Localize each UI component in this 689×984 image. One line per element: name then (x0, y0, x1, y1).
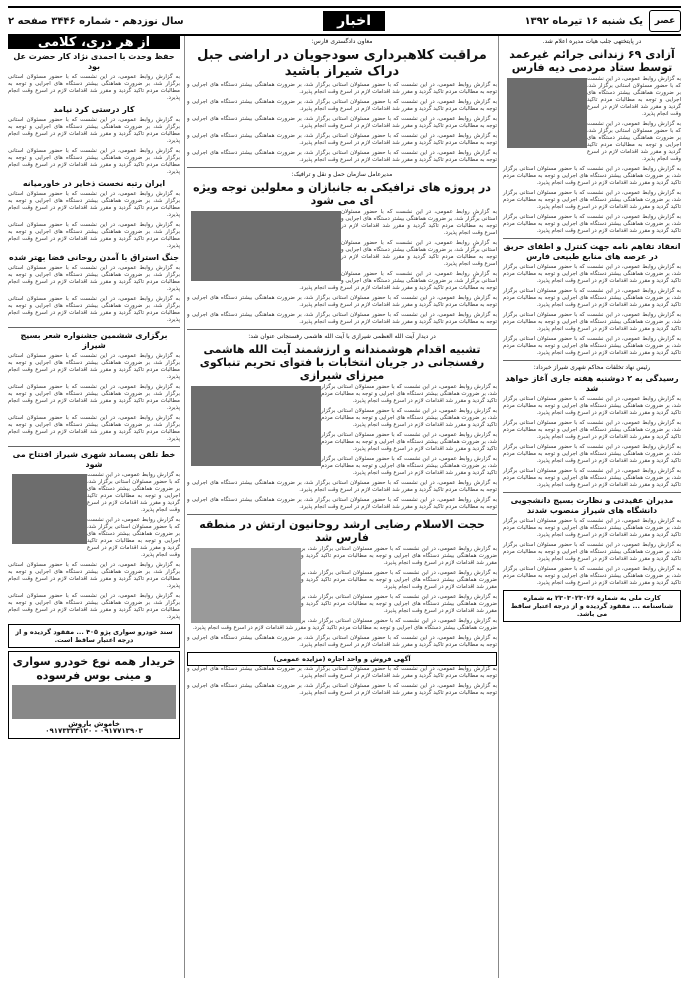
kicker: در پایتختهی جلب هیات مدیره اعلام شد. (542, 38, 642, 45)
meeting-photo (191, 211, 341, 281)
article-body: به گزارش روابط عمومی، در این نشست که با حضور مسئولان استانی برگزار شد، بر ضرورت هماهنگی بیشتر دستگاه های اجرایی و توجه به مطالبات مردم تاکید گردید و مقرر شد اقدامات لازم در اسرع وقت انجام پذیرد. (8, 384, 180, 411)
article-body: به گزارش روابط عمومی، در این نشست که با حضور مسئولان استانی برگزار شد، بر ضرورت هماهنگی بیشتر دستگاه های اجرایی و توجه به مطالبات مردم تاکید گردید و مقرر شد اقدامات لازم در اسرع وقت انجام پذیرد. (587, 121, 681, 162)
portrait-photo (12, 474, 87, 544)
article-body: به گزارش روابط عمومی، در این نشست که با حضور مسئولان استانی برگزار شد، بر ضرورت هماهنگی بیشتر دستگاه های اجرایی و توجه به مطالبات مردم تاکید گردید و مقرر شد اقدامات لازم در اسرع وقت انجام پذیرد. (503, 542, 681, 562)
military-photo (191, 548, 301, 623)
article-body: به گزارش روابط عمومی، در این نشست که با حضور مسئولان استانی برگزار شد، بر ضرورت هماهنگی بیشتر دستگاه های اجرایی و توجه به مطالبات مردم تاکید گردید و مقرر شد اقدامات لازم در اسرع وقت انجام پذیرد. (8, 593, 180, 620)
header-right (524, 10, 681, 32)
article-body: به گزارش روابط عمومی، در این نشست که با حضور مسئولان استانی برگزار شد، بر ضرورت هماهنگی بیشتر دستگاه های اجرایی و توجه به مطالبات مردم تاکید گردید و مقرر شد اقدامات لازم در اسرع وقت انجام پذیرد. (503, 166, 681, 186)
headline: انعقاد تفاهم نامه جهت کنترل و اطفای حریق در عرصه های منابع طبیعی فارس (503, 242, 681, 261)
article-body: به گزارش روابط عمومی، در این نشست که با حضور مسئولان استانی برگزار شد، بر ضرورت هماهنگی بیشتر دستگاه های اجرایی و توجه به مطالبات مردم تاکید گردید و مقرر شد اقدامات لازم در اسرع وقت انجام پذیرد. (187, 683, 497, 696)
article-body: به گزارش روابط عمومی، در این نشست که با حضور مسئولان استانی برگزار شد، بر ضرورت هماهنگی بیشتر دستگاه های اجرایی و توجه به مطالبات مردم تاکید گردید و مقرر شد اقدامات لازم در اسرع وقت انجام پذیرد. (8, 74, 180, 101)
article-body: به گزارش روابط عمومی، در این نشست که با حضور مسئولان استانی برگزار شد، بر ضرورت هماهنگی بیشتر دستگاه های اجرایی و توجه به مطالبات مردم تاکید گردید و مقرر شد اقدامات لازم در اسرع وقت انجام پذیرد. (187, 116, 497, 129)
divider (187, 329, 497, 330)
article-body: به گزارش روابط عمومی، در این نشست که با حضور مسئولان استانی برگزار شد، بر ضرورت هماهنگی بیشتر دستگاه های اجرایی و توجه به مطالبات مردم تاکید گردید و مقرر شد اقدامات لازم در اسرع وقت انجام پذیرد. (503, 312, 681, 332)
article-body: به گزارش روابط عمومی، در این نشست که با حضور مسئولان استانی برگزار شد، بر ضرورت هماهنگی بیشتر دستگاه های اجرایی و توجه به مطالبات مردم تاکید گردید و مقرر شد اقدامات لازم در اسرع وقت انجام پذیرد. (187, 99, 497, 112)
article-body: به گزارش روابط عمومی، در این نشست که با حضور مسئولان استانی برگزار شد، بر ضرورت هماهنگی بیشتر دستگاه های اجرایی و توجه به مطالبات مردم تاکید گردید و مقرر شد اقدامات لازم در اسرع وقت انجام پذیرد. (301, 594, 497, 614)
article-body: به گزارش روابط عمومی، در این نشست که با حضور مسئولان استانی برگزار شد، بر ضرورت هماهنگی بیشتر دستگاه های اجرایی و توجه به مطالبات مردم تاکید گردید و مقرر شد اقدامات لازم در اسرع وقت انجام پذیرد. (503, 336, 681, 356)
article-body: به گزارش روابط عمومی، در این نشست که با حضور مسئولان استانی برگزار شد، بر ضرورت هماهنگی بیشتر دستگاه های اجرایی و توجه به مطالبات مردم تاکید گردید و مقرر شد اقدامات لازم در اسرع وقت انجام پذیرد. (187, 497, 497, 510)
left-column (8, 36, 185, 978)
kicker: معاون دادگستری فارس: (311, 38, 373, 45)
divider (503, 492, 681, 493)
article-body: به گزارش روابط عمومی، در این نشست که با حضور مسئولان استانی برگزار شد، بر ضرورت هماهنگی بیشتر دستگاه های اجرایی و توجه به مطالبات مردم تاکید گردید و مقرر شد اقدامات لازم در اسرع وقت انجام پذیرد. (187, 295, 497, 308)
article-body: به گزارش روابط عمومی، در این نشست که با حضور مسئولان استانی برگزار شد، بر ضرورت هماهنگی بیشتر دستگاه های اجرایی و توجه به مطالبات مردم تاکید گردید و مقرر شد اقدامات لازم در اسرع وقت انجام پذیرد. (321, 408, 497, 428)
article-body: به گزارش روابط عمومی، در این نشست که با حضور مسئولان استانی برگزار شد، بر ضرورت هماهنگی بیشتر دستگاه های اجرایی و توجه به مطالبات مردم تاکید گردید و مقرر شد اقدامات لازم در اسرع وقت انجام پذیرد. (503, 420, 681, 440)
article-body: به گزارش روابط عمومی، در این نشست که با حضور مسئولان استانی برگزار شد، بر ضرورت هماهنگی بیشتر دستگاه های اجرایی و توجه به مطالبات مردم تاکید گردید و مقرر شد اقدامات لازم در اسرع وقت انجام پذیرد. (341, 209, 497, 236)
article-body: به گزارش روابط عمومی، در این نشست که با حضور مسئولان استانی برگزار شد، بر ضرورت هماهنگی بیشتر دستگاه های اجرایی و توجه به مطالبات مردم تاکید گردید و مقرر شد اقدامات لازم در اسرع وقت انجام پذیرد. (8, 415, 180, 442)
page-header (8, 6, 681, 36)
article-body: به گزارش روابط عمومی، در این نشست که با حضور مسئولان استانی برگزار شد، بر ضرورت هماهنگی بیشتر دستگاه های اجرایی و توجه به مطالبات مردم تاکید گردید و مقرر شد اقدامات لازم در اسرع وقت انجام پذیرد. (8, 296, 180, 323)
headline: در پروژه های ترافیکی به جانبازان و معلولین توجه ویژه ای می شود (193, 181, 491, 207)
auction-notice: آگهی فروش و واحد اجاره (مزایده عمومی) (187, 652, 497, 666)
car-buyer-ad (8, 651, 180, 739)
article-body: به گزارش روابط عمومی، در این نشست که با حضور مسئولان استانی برگزار شد، بر ضرورت هماهنگی بیشتر دستگاه های اجرایی و توجه به مطالبات مردم تاکید گردید و مقرر شد اقدامات لازم در اسرع وقت انجام پذیرد. (8, 265, 180, 292)
article-body: به گزارش روابط عمومی، در این نشست که با حضور مسئولان استانی برگزار شد، بر ضرورت هماهنگی بیشتر دستگاه های اجرایی و توجه به مطالبات مردم تاکید گردید و مقرر شد اقدامات لازم در اسرع وقت انجام پذیرد. (587, 76, 681, 117)
article-body: به گزارش روابط عمومی، در این نشست که با حضور مسئولان استانی برگزار شد، بر ضرورت هماهنگی بیشتر دستگاه های اجرایی و توجه به مطالبات مردم تاکید گردید و مقرر شد اقدامات لازم در اسرع وقت انجام پذیرد. (187, 133, 497, 146)
ad-title: خریدار همه نوع خودرو سواری و مینی بوس فرسوده (12, 655, 176, 682)
article-body: به گزارش روابط عمومی، در این نشست که با حضور مسئولان استانی برگزار شد، بر ضرورت هماهنگی بیشتر دستگاه های اجرایی و توجه به مطالبات مردم تاکید گردید و مقرر شد اقدامات لازم در اسرع وقت انجام پذیرد. (8, 353, 180, 380)
article-body: به گزارش روابط عمومی، در این نشست که با حضور مسئولان استانی برگزار شد، بر ضرورت هماهنگی بیشتر دستگاه های اجرایی و توجه به مطالبات مردم تاکید گردید و مقرر شد اقدامات لازم در اسرع وقت انجام پذیرد. (8, 191, 180, 218)
article-body: به گزارش روابط عمومی، در این نشست که با حضور مسئولان استانی برگزار شد، بر ضرورت هماهنگی بیشتر دستگاه های اجرایی و توجه به مطالبات مردم تاکید گردید و مقرر شد اقدامات لازم در اسرع وقت انجام پذیرد. (321, 384, 497, 404)
article-body: به گزارش روابط عمومی، در این نشست که با حضور مسئولان استانی برگزار شد، بر ضرورت هماهنگی بیشتر دستگاه های اجرایی و توجه به مطالبات مردم تاکید گردید و مقرر شد اقدامات لازم در اسرع وقت انجام پذیرد. (187, 150, 497, 163)
kicker: رئیس نهاد تخلفات محاکم شهری شیراز خبرداد: (533, 364, 651, 371)
divider (8, 446, 180, 447)
article-body: به گزارش روابط عمومی، در این نشست که با حضور مسئولان استانی برگزار شد، بر ضرورت هماهنگی بیشتر دستگاه های اجرایی و توجه به مطالبات مردم تاکید گردید و مقرر شد اقدامات لازم در اسرع وقت انجام پذیرد. (187, 666, 497, 679)
divider (8, 327, 180, 328)
article-body: به گزارش روابط عمومی، در این نشست که با حضور مسئولان استانی برگزار شد، بر ضرورت هماهنگی بیشتر دستگاه های اجرایی و توجه به مطالبات مردم تاکید گردید و مقرر شد اقدامات لازم در اسرع وقت انجام پذیرد. (301, 546, 497, 566)
headline: کار درستی کرد نیامد (53, 105, 135, 114)
headline: جنگ استراق با آمدن روحانی فضا بهتر شده (9, 253, 179, 262)
lost-document-notice: کارت ملی به شماره ۲۳۰۳۰۲۳۰۲۶ به شماره شناسنامه ... مفقود گردیده و از درجه اعتبار ساقط می باشد. (503, 590, 681, 622)
article-body: به گزارش روابط عمومی، در این نشست که با حضور مسئولان استانی برگزار شد، بر ضرورت هماهنگی بیشتر دستگاه های اجرایی و توجه به مطالبات مردم تاکید گردید و مقرر شد اقدامات لازم در اسرع وقت انجام پذیرد. (187, 635, 497, 648)
section-banner: از هر دری، کلامی (8, 36, 180, 49)
article-body: به گزارش روابط عمومی، در این نشست که با حضور مسئولان استانی برگزار شد، بر ضرورت هماهنگی بیشتر دستگاه های اجرایی و توجه به مطالبات مردم تاکید گردید و مقرر شد اقدامات لازم در اسرع وقت انجام پذیرد. (503, 444, 681, 464)
headline: ایران رتبه نخست ذخایر در خاورمیانه (22, 179, 166, 188)
article-body: به گزارش روابط عمومی، در این نشست که با حضور مسئولان استانی برگزار شد، بر ضرورت هماهنگی بیشتر دستگاه های اجرایی و توجه به مطالبات مردم تاکید گردید و مقرر شد اقدامات لازم در اسرع وقت انجام پذیرد. (187, 480, 497, 493)
article-body: به گزارش روابط عمومی، در این نشست که با حضور مسئولان استانی برگزار شد، بر ضرورت هماهنگی بیشتر دستگاه های اجرایی و توجه به مطالبات مردم تاکید گردید و مقرر شد اقدامات لازم در اسرع وقت انجام پذیرد. (8, 148, 180, 175)
headline: برگزاری ششمین جشنواره شعر بسیج شیراز (20, 331, 168, 350)
article-body: به گزارش روابط عمومی، در این نشست که با حضور مسئولان استانی برگزار شد، بر ضرورت هماهنگی بیشتر دستگاه های اجرایی و توجه به مطالبات مردم تاکید گردید و مقرر شد اقدامات لازم در اسرع وقت انجام پذیرد. (341, 240, 497, 267)
issue-date: یک شنبه ۱۶ تیرماه ۱۳۹۲ (524, 15, 643, 27)
divider (187, 514, 497, 515)
article-body: به گزارش روابط عمومی، در این نشست که با حضور مسئولان استانی برگزار شد، بر ضرورت هماهنگی بیشتر دستگاه های اجرایی و توجه به مطالبات مردم تاکید گردید و مقرر شد اقدامات لازم در اسرع وقت انجام پذیرد. (8, 562, 180, 589)
headline: حفظ وحدت با احمدی نژاد کار حضرت عل بود (13, 52, 175, 71)
ad-phone: ۰۹۱۷۷۱۳۹۰۳ - ۰۹۱۷۳۳۳۳۱۲۰ (45, 727, 143, 735)
article-body: به گزارش روابط عمومی، در این نشست که با حضور مسئولان استانی برگزار شد، بر ضرورت هماهنگی بیشتر دستگاه های اجرایی و توجه به مطالبات مردم تاکید گردید و مقرر شد اقدامات لازم در اسرع وقت انجام پذیرد. (321, 456, 497, 476)
headline: مراقبت کلاهبرداری سودجویان در اراضی جبل دراک شیراز باشید (197, 48, 487, 79)
portrait-photo (507, 78, 587, 148)
divider (187, 167, 497, 168)
lost-document-notice: سند خودرو سواری پژو ۴۰۵ ... مفقود گردیده و از درجه اعتبار ساقط است. (8, 624, 180, 648)
section-masthead: اخبار (323, 11, 385, 31)
article-body: به گزارش روابط عمومی، در این نشست که با حضور مسئولان استانی برگزار شد، بر ضرورت هماهنگی بیشتر دستگاه های اجرایی و توجه به مطالبات مردم تاکید گردید و مقرر شد اقدامات لازم در اسرع وقت انجام پذیرد. (503, 566, 681, 586)
article-body: به گزارش روابط عمومی، در این نشست که با حضور مسئولان استانی برگزار شد، بر ضرورت هماهنگی بیشتر دستگاه های اجرایی و توجه به مطالبات مردم تاکید گردید و مقرر شد اقدامات لازم در اسرع وقت انجام پذیرد. (503, 468, 681, 488)
headline: آزادی ۶۹ زندانی جرائم غیرعمد توسط ستاد مردمی دیه فارس (509, 48, 675, 74)
article-body: به گزارش روابط عمومی، در این نشست که با حضور مسئولان استانی برگزار شد، بر ضرورت هماهنگی بیشتر دستگاه های اجرایی و توجه به مطالبات مردم تاکید گردید و مقرر شد اقدامات لازم در اسرع وقت انجام پذیرد. (503, 518, 681, 538)
issue-number: سال نوزدهم - شماره ۳۴۴۶ صفحه ۲ (8, 15, 184, 27)
article-body: به گزارش روابط عمومی، در این نشست که با حضور مسئولان استانی برگزار شد، بر ضرورت هماهنگی بیشتر دستگاه های اجرایی و توجه به مطالبات مردم تاکید گردید و مقرر شد اقدامات لازم در اسرع وقت انجام پذیرد. (187, 82, 497, 95)
divider (503, 238, 681, 239)
car-photo (12, 685, 176, 719)
clerics-photo (191, 386, 321, 466)
headline: حجت الاسلام رضایی ارشد روحانیون ارتش در منطقه فارس شد (199, 518, 485, 544)
article-body: به گزارش روابط عمومی، در این نشست که با حضور مسئولان استانی برگزار شد، بر ضرورت هماهنگی بیشتر دستگاه های اجرایی و توجه به مطالبات مردم تاکید گردید و مقرر شد اقدامات لازم در اسرع وقت انجام پذیرد. (503, 214, 681, 234)
headline: خط تلفن پسماند شهری شیراز افتتاح می شود (12, 450, 176, 469)
article-body: به گزارش روابط عمومی، در این نشست که با حضور مسئولان استانی برگزار شد، بر ضرورت هماهنگی بیشتر دستگاه های اجرایی و توجه به مطالبات مردم تاکید گردید و مقرر شد اقدامات لازم در اسرع وقت انجام پذیرد. (301, 570, 497, 590)
article-body: به گزارش روابط عمومی، در این نشست که با حضور مسئولان استانی برگزار شد، بر ضرورت هماهنگی بیشتر دستگاه های اجرایی و توجه به مطالبات مردم تاکید گردید و مقرر شد اقدامات لازم در اسرع وقت انجام پذیرد. (503, 264, 681, 284)
right-column (498, 36, 681, 978)
article-body: به گزارش روابط عمومی، در این نشست که با حضور مسئولان استانی برگزار شد، بر ضرورت هماهنگی بیشتر دستگاه های اجرایی و توجه به مطالبات مردم تاکید گردید و مقرر شد اقدامات لازم در اسرع وقت انجام پذیرد. (187, 312, 497, 325)
article-body: به گزارش روابط عمومی، در این نشست که با حضور مسئولان استانی برگزار شد، بر ضرورت هماهنگی بیشتر دستگاه های اجرایی و توجه به مطالبات مردم تاکید گردید و مقرر شد اقدامات لازم در اسرع وقت انجام پذیرد. (299, 271, 497, 291)
headline: مدیران عقیدتی و نظارت بسیج دانشجویی دانشگاه های شیراز منصوب شدند (510, 496, 674, 515)
article-body: به گزارش روابط عمومی، در این نشست که با حضور مسئولان استانی برگزار شد، بر ضرورت هماهنگی بیشتر دستگاه های اجرایی و توجه به مطالبات مردم تاکید گردید و مقرر شد اقدامات لازم در اسرع وقت انجام پذیرد. (8, 117, 180, 144)
article-body: به گزارش روابط عمومی، در این نشست که با حضور مسئولان استانی برگزار شد، بر ضرورت هماهنگی بیشتر دستگاه های اجرایی و توجه به مطالبات مردم تاکید گردید و مقرر شد اقدامات لازم در اسرع وقت انجام پذیرد. (87, 517, 180, 558)
headline: تشبیه اقدام هوشمندانه و ارزشمند آیت الله هاشمی رفسنجانی در جریان انتخابات با فتوای تحریم تنباکوی میرزای شیرازی (199, 343, 485, 382)
headline: رسیدگی به ۲ دوشنبه هفته جاری آغاز خواهد شد (505, 374, 679, 393)
article-body: به گزارش روابط عمومی، در این نشست که با حضور مسئولان استانی برگزار شد، بر ضرورت هماهنگی بیشتر دستگاه های اجرایی و توجه به مطالبات مردم تاکید گردید و مقرر شد اقدامات لازم در اسرع وقت انجام پذیرد. (8, 222, 180, 249)
ad-shop-name: خاموش باروش (68, 720, 120, 728)
kicker: مدیرعامل سازمان حمل و نقل و ترافیک: (291, 171, 393, 178)
middle-column (187, 36, 497, 978)
article-body: به گزارش روابط عمومی، در این نشست که با حضور مسئولان استانی برگزار شد، بر ضرورت هماهنگی بیشتر دستگاه های اجرایی و توجه به مطالبات مردم تاکید گردید و مقرر شد اقدامات لازم در اسرع وقت انجام پذیرد. (503, 190, 681, 210)
article-body: به گزارش روابط عمومی، در این نشست که با حضور مسئولان استانی برگزار شد، بر ضرورت هماهنگی بیشتر دستگاه های اجرایی و توجه به مطالبات مردم تاکید گردید و مقرر شد اقدامات لازم در اسرع وقت انجام پذیرد. (503, 396, 681, 416)
article-body: به گزارش روابط عمومی، در این نشست که با حضور مسئولان استانی برگزار شد، بر ضرورت هماهنگی بیشتر دستگاه های اجرایی و توجه به مطالبات مردم تاکید گردید و مقرر شد اقدامات لازم در اسرع وقت انجام پذیرد. (87, 472, 180, 513)
kicker: در دیدار آیت الله العظمی شیرازی با آیت الله هاشمی رفسنجانی عنوان شد: (248, 333, 436, 340)
article-body: به گزارش روابط عمومی، در این نشست که با حضور مسئولان استانی برگزار شد، بر ضرورت هماهنگی بیشتر دستگاه های اجرایی و توجه به مطالبات مردم تاکید گردید و مقرر شد اقدامات لازم در اسرع وقت انجام پذیرد. (503, 288, 681, 308)
newspaper-logo: عصر (649, 10, 681, 32)
article-body: به گزارش روابط عمومی، در این نشست که با حضور مسئولان استانی برگزار شد، بر ضرورت هماهنگی بیشتر دستگاه های اجرایی و توجه به مطالبات مردم تاکید گردید و مقرر شد اقدامات لازم در اسرع وقت انجام پذیرد. (192, 618, 497, 631)
article-body: به گزارش روابط عمومی، در این نشست که با حضور مسئولان استانی برگزار شد، بر ضرورت هماهنگی بیشتر دستگاه های اجرایی و توجه به مطالبات مردم تاکید گردید و مقرر شد اقدامات لازم در اسرع وقت انجام پذیرد. (321, 432, 497, 452)
divider (503, 360, 681, 361)
